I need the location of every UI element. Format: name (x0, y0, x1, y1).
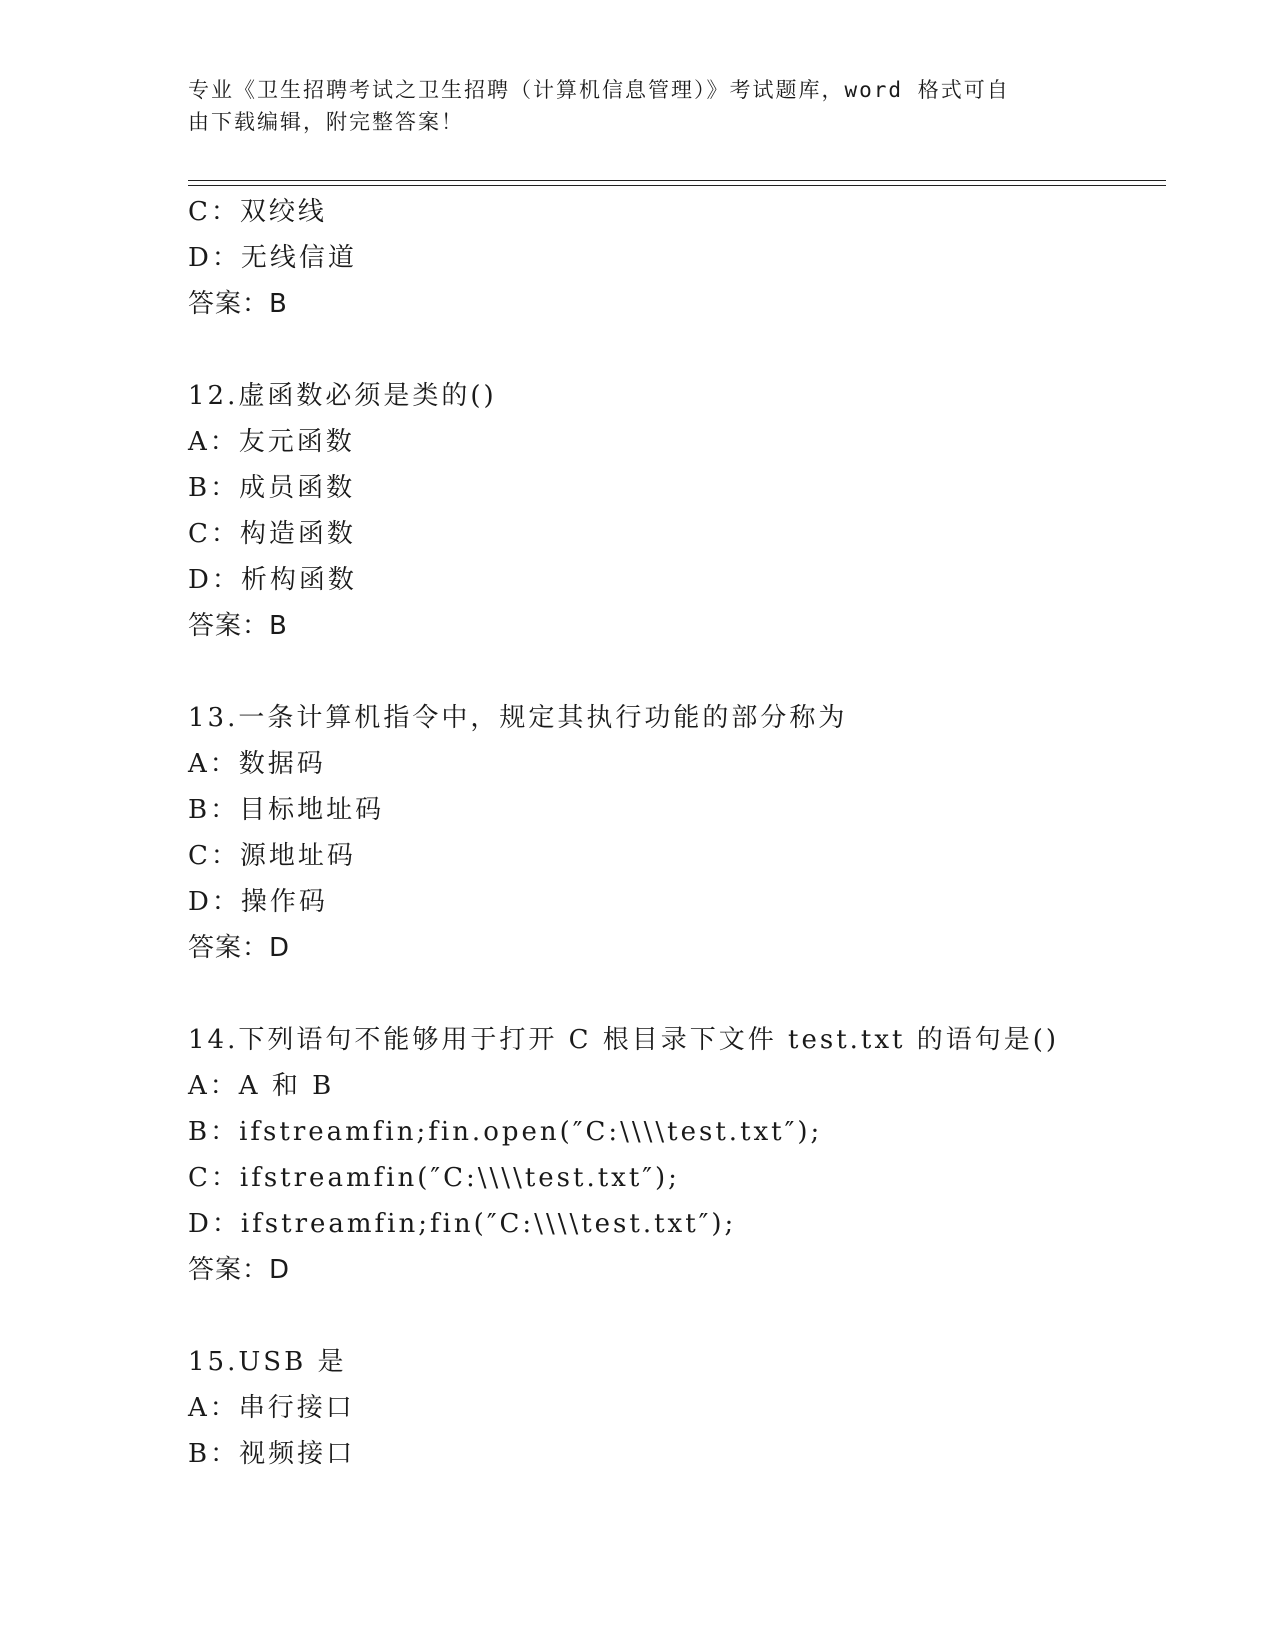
spacer (188, 649, 1168, 695)
question-block-15 (188, 1339, 1168, 1477)
option-d: D：无线信道 (188, 243, 357, 273)
question-text: 13.一条计算机指令中，规定其执行功能的部分称为 (188, 703, 848, 733)
option-d: D：析构函数 (188, 565, 357, 595)
option-b: B：视频接口 (188, 1439, 356, 1469)
answer-line: 答案：B (188, 289, 288, 319)
option-b: B：目标地址码 (188, 795, 385, 825)
header-line-2: 由下载编辑，附完整答案！ (188, 110, 464, 134)
option-b: B：成员函数 (188, 473, 356, 503)
question-list (188, 189, 1168, 1477)
header-line-1: 专业《卫生招聘考试之卫生招聘（计算机信息管理）》考试题库，word 格式可自 (188, 78, 1010, 102)
option-c: C：双绞线 (188, 197, 327, 227)
spacer (188, 327, 1168, 373)
option-c: C：构造函数 (188, 519, 356, 549)
option-c: C：源地址码 (188, 841, 356, 871)
option-a: A：友元函数 (188, 427, 355, 457)
option-b: B：ifstreamfin;fin.open(″C:\\\\test.txt″); (188, 1117, 823, 1147)
spacer (188, 971, 1168, 1017)
answer-line: 答案：B (188, 611, 288, 641)
header-divider-bottom (188, 185, 1166, 186)
question-block-14 (188, 1017, 1168, 1293)
question-text: 14.下列语句不能够用于打开 C 根目录下文件 test.txt 的语句是() (188, 1025, 1060, 1055)
option-c: C：ifstreamfin(″C:\\\\test.txt″); (188, 1163, 680, 1193)
question-block-11-tail (188, 189, 1168, 327)
question-block-13 (188, 695, 1168, 971)
option-d: D：ifstreamfin;fin(″C:\\\\test.txt″); (188, 1209, 737, 1239)
document-header (188, 74, 1088, 138)
question-text: 12.虚函数必须是类的() (188, 381, 497, 411)
option-a: A：串行接口 (188, 1393, 355, 1423)
header-divider-top (188, 180, 1166, 181)
answer-line: 答案：D (188, 933, 291, 963)
option-d: D：操作码 (188, 887, 328, 917)
spacer (188, 1293, 1168, 1339)
option-a: A：数据码 (188, 749, 326, 779)
question-text: 15.USB 是 (188, 1347, 347, 1377)
question-block-12 (188, 373, 1168, 649)
option-a: A：A 和 B (188, 1071, 335, 1101)
answer-line: 答案：D (188, 1255, 291, 1285)
